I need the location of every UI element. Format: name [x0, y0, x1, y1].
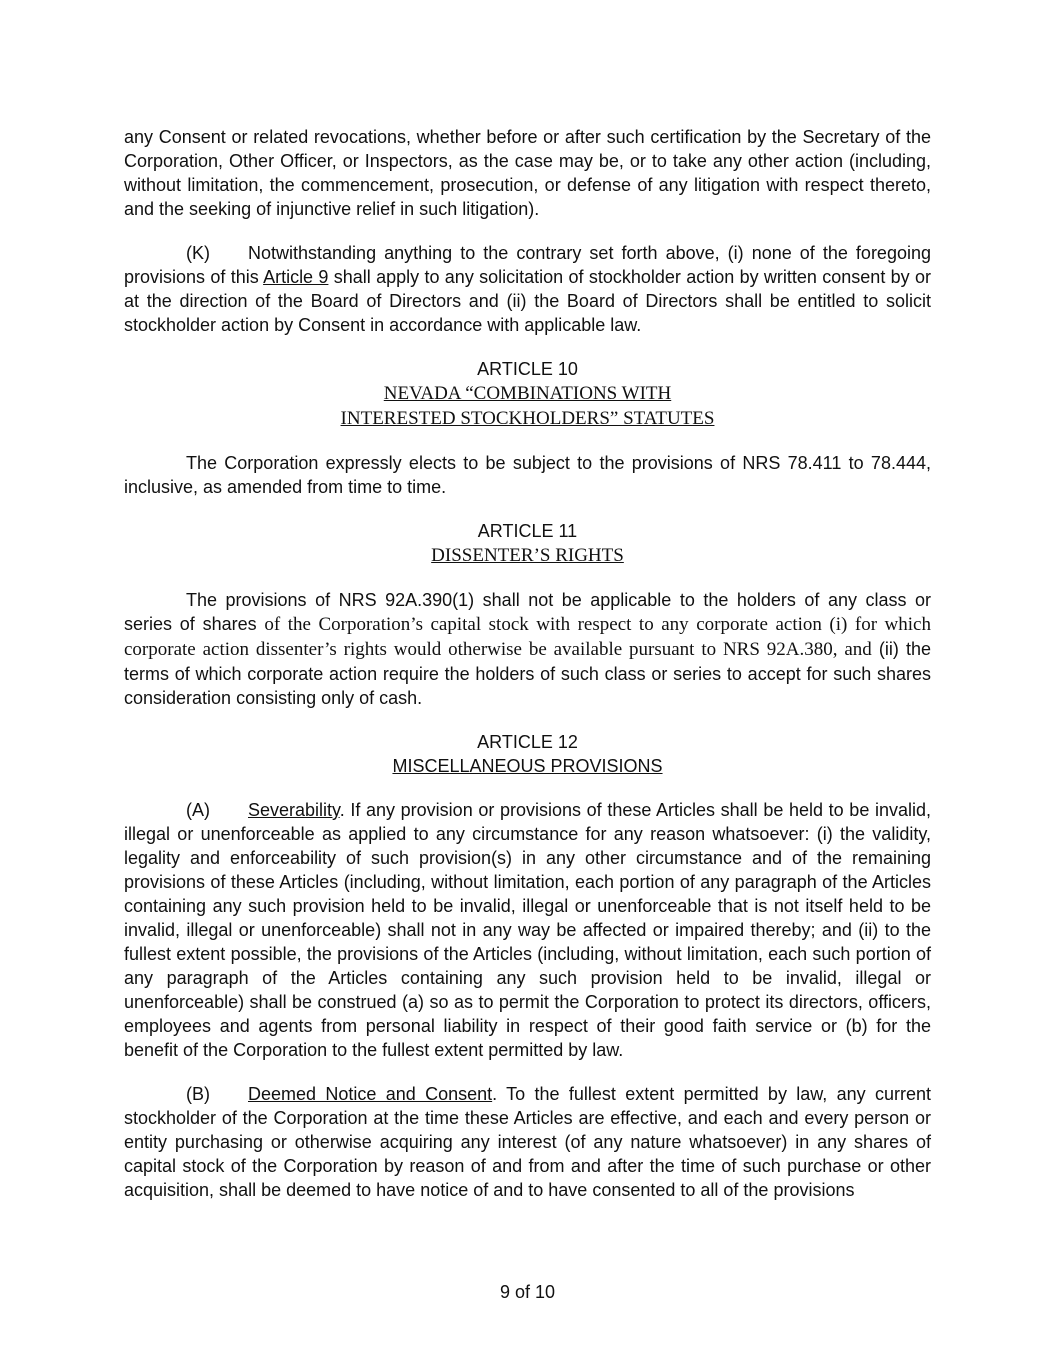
page-number-footer: 9 of 10: [499, 1282, 556, 1302]
page-content: [124, 125, 931, 1202]
article-10-title-line2: INTERESTED STOCKHOLDERS” STATUTES: [340, 408, 715, 429]
article-10-body: The Corporation expressly elects to be subject to the provisions of NRS 78.411 to 78.444, inclusive, as amended from time to time.: [124, 453, 931, 497]
section-a-heading: Severability: [248, 800, 340, 820]
article-11-body-part2: (ii) the terms of which corporate action require the holders of such class or series to accept for such shares consideration consisting only of cash.: [124, 639, 931, 708]
article-12-title: MISCELLANEOUS PROVISIONS: [392, 756, 663, 776]
paragraph-k-label: (K): [186, 243, 210, 263]
article-11-number: ARTICLE 11: [477, 521, 578, 541]
paragraph-k-text-before: Notwithstanding anything to the contrary set forth above, (i) none of the foregoing provisions of this: [124, 243, 931, 287]
article-11-title: DISSENTER’S RIGHTS: [431, 545, 624, 566]
section-b-deemed-notice: [124, 1082, 931, 1202]
article-11-heading: [124, 519, 931, 568]
article-11-body: [124, 588, 931, 710]
section-a-severability: [124, 798, 931, 1062]
article-12-number: ARTICLE 12: [477, 732, 578, 752]
section-b-text: . To the fullest extent permitted by law, any current stockholder of the Corporation at the time these Articles are effective, and each and every person or entity purchasing or otherwise acquiring any interest (of any nature whatsoever) in any shares of capital stock of the Corporation by reason of and from and after the time of such purchase or other acquisition, shall be deemed to have notice of and to have consented to all of the provisions: [124, 1084, 931, 1200]
paragraph-k-text-after: shall apply to any solicitation of stockholder action by written consent by or at the direction of the Board of Directors and (ii) the Board of Directors shall be entitled to solicit stockholder action by Consent in accordance with applicable law.: [124, 267, 931, 335]
article-10-title-line1: NEVADA “COMBINATIONS WITH: [383, 383, 672, 404]
section-b-heading: Deemed Notice and Consent: [248, 1084, 493, 1104]
article-11-body-serif: of the Corporation’s capital stock with respect to any corporate action (i) for which corporate action dissenter’s rights would otherwise be available pursuant to NRS 92A.380, and: [124, 614, 931, 660]
section-a-label: (A): [186, 800, 210, 820]
paragraph-k: [124, 241, 931, 337]
article-12-heading: [124, 730, 931, 778]
article-10-heading: [124, 357, 931, 431]
article-9-link[interactable]: Article 9: [263, 267, 329, 287]
article-11-body-part1: The provisions of NRS 92A.390(1) shall not be applicable to the holders of any class or series of shares: [124, 590, 931, 634]
article-10-number: ARTICLE 10: [477, 359, 578, 379]
paragraph-continuation: any Consent or related revocations, whether before or after such certification by the Secretary of the Corporation, Other Officer, or Inspectors, as the case may be, or to take any other action (including, without limitation, the commencement, prosecution, or defense of any litigation with respect thereto, and the seeking of injunctive relief in such litigation).: [124, 127, 931, 219]
section-a-text: . If any provision or provisions of these Articles shall be held to be invalid, illegal or unenforceable as applied to any circumstance for any reason whatsoever: (i) the validity, legality and enforceability of such provision(s) in any other circumstance and of the remaining provisions of these Articles (including, without limitation, each portion of any paragraph of the Articles containing any such provision held to be invalid, illegal or unenforceable that is not itself held to be invalid, illegal or unenforceable) shall not in any way be affected or impaired thereby; and (ii) to the fullest extent possible, the provisions of the Articles (including, without limitation, each such portion of any paragraph of the Articles containing any such provision held to be invalid, illegal or unenforceable) shall be construed (a) so as to permit the Corporation to protect its directors, officers, employees and agents from personal liability in respect of their good faith service or (b) for the benefit of the Corporation to the fullest extent permitted by law.: [124, 800, 931, 1060]
section-b-label: (B): [186, 1084, 210, 1104]
